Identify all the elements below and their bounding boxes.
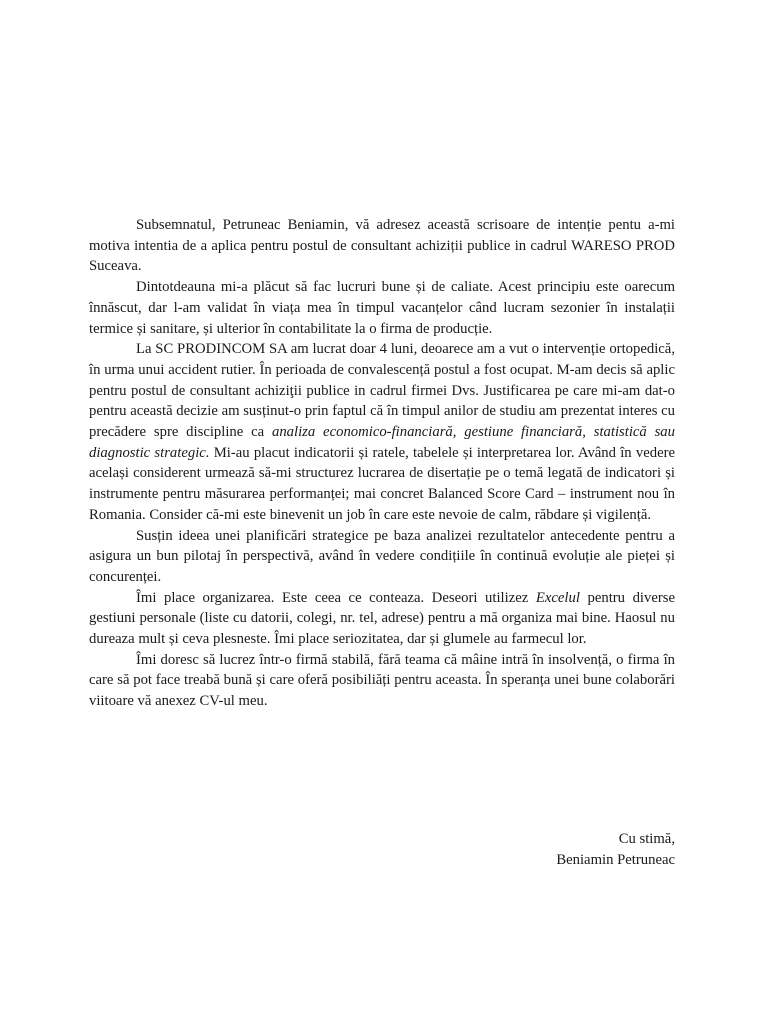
signature-block — [556, 829, 675, 871]
paragraph-strategy — [89, 526, 675, 588]
paragraph-experience-text-a: La SC PRODINCOM SA am lucrat doar 4 luni, deoarece am a vut o intervenție ortopedică, în urma unui accident rutier. În perioada de convalescență postul a fost ocupat. M-am decis să aplic pentru postul de consultant achiziţii publice in cadrul firmei Dvs. Justificarea pe care mi-am dat-o pentru această decizie am susținut-o prin faptul că în timpul anilor de studiu am prezentat interes cu precădere spre discipline ca — [89, 341, 675, 441]
signature-closing: Cu stimă, — [618, 831, 675, 847]
paragraph-organization-italic: Excelul — [535, 589, 580, 606]
paragraph-closing: Îmi doresc să lucrez într-o firmă stabilă, fără teama că mâine intră în insolvență, o firma în care să pot face treabă bună și care oferă posibiliăți pentru aceasta. În speranța unei bune colaborări viitoare vă anexez CV-ul meu. — [89, 651, 675, 710]
paragraph-experience-italic: analiza economico-financiară, gestiune financiară, statistică sau diagnostic strategic. — [89, 424, 675, 461]
paragraph-organization — [89, 588, 675, 650]
paragraph-intro: Subsemnatul, Petruneac Beniamin, vă adresez această scrisoare de intenție pentu a-mi motiva intentia de a aplica pentru postul de consultant achiziții publice in cadrul WARESO PROD Suceava. — [89, 217, 675, 275]
paragraph-experience — [89, 339, 675, 525]
paragraph-organization-text-a: Îmi place organizarea. Este ceea ce conteaza. Deseori utilizez — [136, 589, 536, 606]
paragraph-organization-text-b: pentru diverse gestiuni personale (liste cu datorii, colegi, nr. tel, adrese) pentru a mă organiza mai bine. Haosul nu dureaza mult și ceva plesneste. Îmi place seriozitatea, dar și glumele au farmecul lor. — [89, 589, 676, 648]
paragraph-experience-text-b: Mi-au placut indicatorii și ratele, tabelele și interpretarea lor. Având în vedere același considerent urmează să-mi structurez lucrarea de disertație pe o temă legată de indicatori și instrumente pentru măsurarea performanței; mai concret Balanced Score Card – instrument nou în Romania. Consider că-mi este binevenit un job în care este nevoie de calm, răbdare și vigilență. — [89, 444, 675, 523]
paragraph-strategy-rest: a asigura un bun pilotaj în perspectivă, având în vedere condițiile în continuă evoluție ale pieței și concurenței. — [89, 527, 675, 585]
paragraph-strategy-lead: Susțin ideea unei planificări strategice pe baza analizei rezultatelor antecedente pentru — [136, 527, 663, 544]
letter-body — [89, 215, 675, 712]
signature-name: Beniamin Petruneac — [556, 852, 675, 868]
paragraph-principles: Dintotdeauna mi-a plăcut să fac lucruri bune și de caliate. Acest principiu este oarecum înnăscut, dar l-am validat în viața mea în timpul vacanțelor când lucram sezonier în instalații termice și sanitare, și ulterior în contabilitate la o firma de producție. — [89, 279, 675, 337]
